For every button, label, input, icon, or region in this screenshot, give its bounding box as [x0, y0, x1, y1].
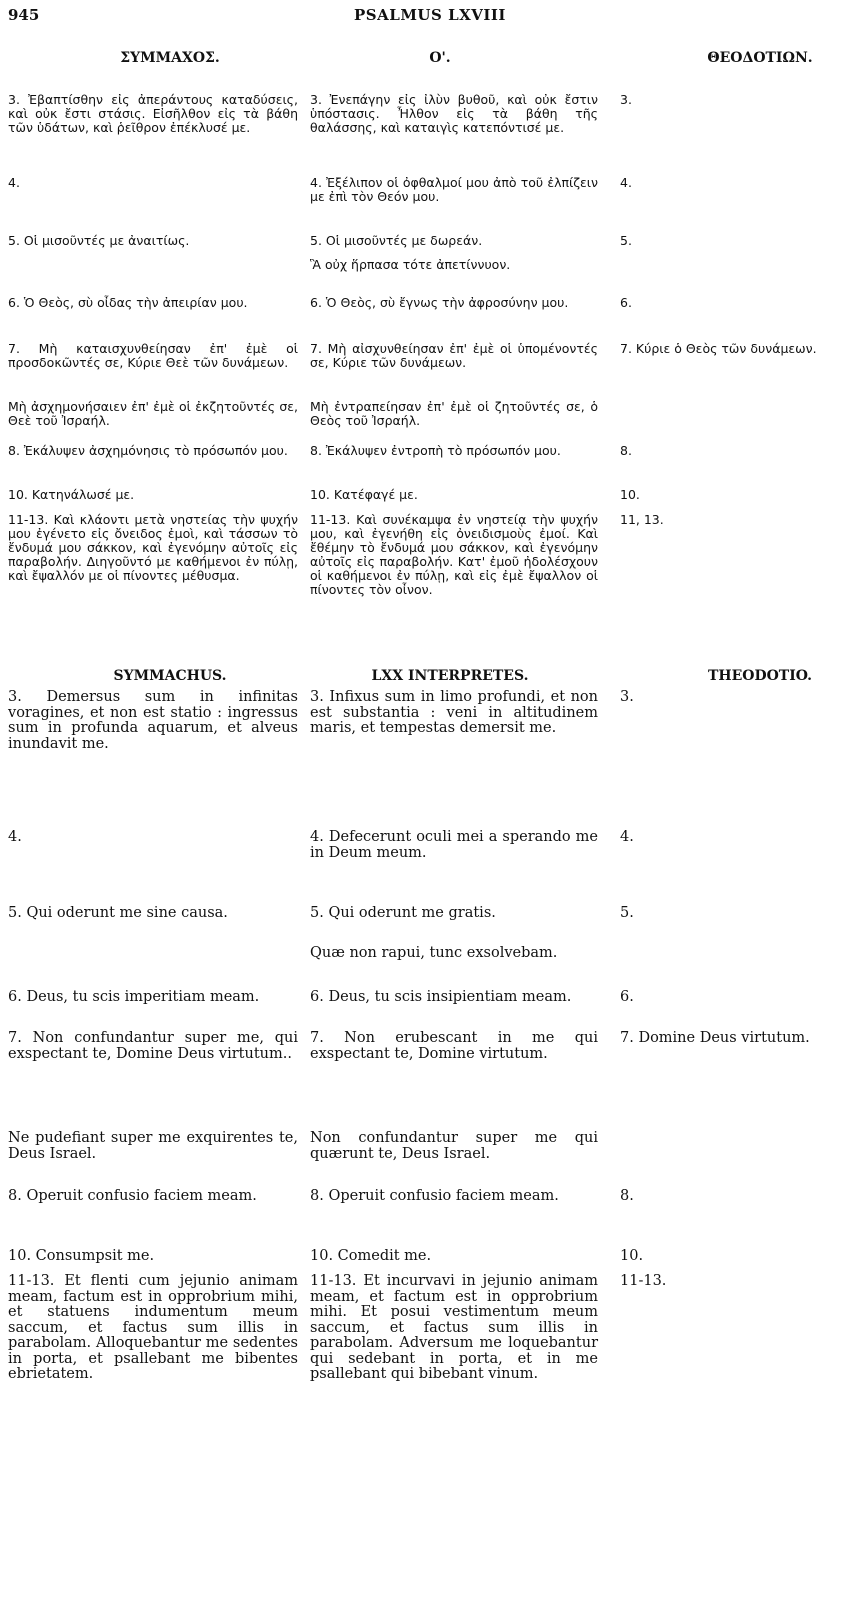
greek-lxx-verse-5: 5. Οἱ μισοῦντές με δωρεάν. — [310, 233, 483, 248]
latin-heading-theodotion: THEODOTIO. — [707, 668, 813, 684]
greek-symmachus-verse-5: 5. Οἱ μισοῦντές με ἀναιτίως. — [8, 233, 190, 248]
page-number: 945 — [8, 6, 40, 24]
latin-theodotion-verse-11-13: 11-13. — [620, 1273, 667, 1289]
latin-theodotion-verse-4: 4. — [620, 829, 634, 845]
latin-lxx-verse-7: 7. Non erubescant in me qui exspectant te, Domine virtutum. — [310, 1030, 598, 1062]
latin-symmachus-verse-11-13: 11-13. Et flenti cum jejunio animam meam, factum est in opprobrium mihi, et statuens indumentum meum saccum, et factus sum illis in parabolam. Alloquebantur me sedentes in porta, et psallebant me bibentes ebrietatem. — [8, 1273, 298, 1382]
greek-symmachus-verse-11-13: 11-13. Καὶ κλάοντι μετὰ νηστείας τὴν ψυχήν μου ἐγένετο εἰς ὄνειδος ἐμοὶ, καὶ τάσσων τὸ ἔνδυμά μου σάκκον, καὶ ἐγενόμην αὐτοῖς εἰς παραβολήν. Διηγοῦντό με καθήμενοι ἐν πύλῃ, καὶ ἔψαλλόν με οἱ πίνοντες μέθυσμα. — [8, 512, 298, 583]
greek-symmachus-verse-4: 4. — [8, 175, 20, 190]
latin-theodotion-verse-10: 10. — [620, 1248, 644, 1264]
latin-heading-symmachus: SYMMACHUS. — [113, 668, 227, 684]
latin-symmachus-verse-7b: Ne pudefiant super me exquirentes te, Deus Israel. — [8, 1130, 298, 1162]
greek-theodotion-verse-7: 7. Κύριε ὁ Θεὸς τῶν δυνάμεων. — [620, 341, 817, 356]
greek-lxx-verse-5b: Ἃ οὐχ ἥρπασα τότε ἀπετίννυον. — [310, 257, 511, 272]
latin-symmachus-verse-6: 6. Deus, tu scis imperitiam meam. — [8, 989, 260, 1005]
latin-lxx-verse-10: 10. Comedit me. — [310, 1248, 432, 1264]
greek-symmachus-verse-10: 10. Κατηνάλωσέ με. — [8, 487, 135, 502]
greek-theodotion-verse-8: 8. — [620, 443, 632, 458]
latin-symmachus-verse-8: 8. Operuit confusio faciem meam. — [8, 1188, 257, 1204]
latin-lxx-verse-7b: Non confundantur super me qui quærunt te, Deus Israel. — [310, 1130, 598, 1162]
latin-symmachus-verse-4: 4. — [8, 829, 22, 845]
greek-theodotion-verse-11-13: 11, 13. — [620, 512, 664, 527]
greek-symmachus-verse-7b: Μὴ ἀσχημονήσαιεν ἐπ' ἐμὲ οἱ ἐκζητοῦντές σε, Θεὲ τοῦ Ἰσραήλ. — [8, 399, 298, 428]
latin-theodotion-verse-5: 5. — [620, 905, 634, 921]
greek-heading-theodotion: ΘΕΟΔΟΤΙΩΝ. — [707, 50, 813, 66]
latin-lxx-verse-8: 8. Operuit confusio faciem meam. — [310, 1188, 559, 1204]
greek-symmachus-verse-7: 7. Μὴ καταισχυνθείησαν ἐπ' ἐμὲ οἱ προσδοκῶντές σε, Κύριε Θεὲ τῶν δυνάμεων. — [8, 341, 298, 370]
greek-theodotion-verse-6: 6. — [620, 295, 632, 310]
latin-lxx-verse-11-13: 11-13. Et incurvavi in jejunio animam meam, et factum est in opprobrium mihi. Et posui vestimentum meum saccum, et factus sum illis in parabolam. Adversum me loquebantur qui sedebant in porta, et in me psallebant qui bibebant vinum. — [310, 1273, 598, 1382]
greek-theodotion-verse-5: 5. — [620, 233, 632, 248]
greek-symmachus-verse-6: 6. Ὁ Θεὸς, σὺ οἶδας τὴν ἀπειρίαν μου. — [8, 295, 248, 310]
latin-theodotion-verse-3: 3. — [620, 689, 634, 705]
latin-lxx-verse-6: 6. Deus, tu scis insipientiam meam. — [310, 989, 572, 1005]
greek-theodotion-verse-3: 3. — [620, 92, 632, 107]
greek-lxx-verse-6: 6. Ὁ Θεὸς, σὺ ἔγνως τὴν ἀφροσύνην μου. — [310, 295, 569, 310]
latin-theodotion-verse-6: 6. — [620, 989, 634, 1005]
running-title: PSALMUS LXVIII — [354, 6, 506, 24]
latin-lxx-verse-5b: Quæ non rapui, tunc exsolvebam. — [310, 945, 558, 961]
greek-theodotion-verse-10: 10. — [620, 487, 640, 502]
latin-lxx-verse-3: 3. Infixus sum in limo profundi, et non est substantia : veni in altitudinem maris, et tempestas demersit me. — [310, 689, 598, 736]
greek-heading-symmachus: ΣΥΜΜΑΧΟΣ. — [120, 50, 220, 66]
greek-heading-lxx: Ο'. — [429, 50, 451, 66]
latin-theodotion-verse-8: 8. — [620, 1188, 634, 1204]
greek-lxx-verse-7b: Μὴ ἐντραπείησαν ἐπ' ἐμὲ οἱ ζητοῦντές σε, ὁ Θεὸς τοῦ Ἰσραήλ. — [310, 399, 598, 428]
latin-lxx-verse-4: 4. Defecerunt oculi mei a sperando me in Deum meum. — [310, 829, 598, 861]
latin-symmachus-verse-3: 3. Demersus sum in infinitas voragines, et non est statio : ingressus sum in profunda aquarum, et alveus inundavit me. — [8, 689, 298, 752]
greek-lxx-verse-8: 8. Ἐκάλυψεν ἐντροπὴ τὸ πρόσωπόν μου. — [310, 443, 561, 458]
latin-heading-lxx: LXX INTERPRETES. — [371, 668, 529, 684]
greek-symmachus-verse-8: 8. Ἐκάλυψεν ἀσχημόνησις τὸ πρόσωπόν μου. — [8, 443, 288, 458]
greek-theodotion-verse-4: 4. — [620, 175, 632, 190]
latin-symmachus-verse-10: 10. Consumpsit me. — [8, 1248, 155, 1264]
latin-theodotion-verse-7: 7. Domine Deus virtutum. — [620, 1030, 810, 1046]
greek-lxx-verse-7: 7. Μὴ αἰσχυνθείησαν ἐπ' ἐμὲ οἱ ὑπομένοντές σε, Κύριε τῶν δυνάμεων. — [310, 341, 598, 370]
greek-lxx-verse-3: 3. Ἐνεπάγην εἰς ἰλὺν βυθοῦ, καὶ οὐκ ἔστιν ὑπόστασις. Ἦλθον εἰς τὰ βάθη τῆς θαλάσσης, καὶ καταιγὶς κατεπόντισέ με. — [310, 92, 598, 135]
greek-symmachus-verse-3: 3. Ἐβαπτίσθην εἰς ἀπεράντους καταδύσεις, καὶ οὐκ ἔστι στάσις. Εἰσῆλθον εἰς τὰ βάθη τῶν ὑδάτων, καὶ ῥεῖθρον ἐπέκλυσέ με. — [8, 92, 298, 135]
greek-lxx-verse-10: 10. Κατέφαγέ με. — [310, 487, 418, 502]
greek-lxx-verse-11-13: 11-13. Καὶ συνέκαμψα ἐν νηστείᾳ τὴν ψυχήν μου, καὶ ἐγενήθη εἰς ὀνειδισμοὺς ἐμοί. Καὶ ἔθέμην τὸ ἔνδυμά μου σάκκον, καὶ ἐγενόμην αὐτοῖς εἰς παραβολήν. Κατ' ἐμοῦ ἠδολέσχουν οἱ καθήμενοι ἐν πύλῃ, καὶ εἰς ἐμὲ ἔψαλλον οἱ πίνοντες τὸν οἶνον. — [310, 512, 598, 597]
latin-lxx-verse-5: 5. Qui oderunt me gratis. — [310, 905, 496, 921]
latin-symmachus-verse-5: 5. Qui oderunt me sine causa. — [8, 905, 228, 921]
greek-lxx-verse-4: 4. Ἐξέλιπον οἱ ὀφθαλμοί μου ἀπὸ τοῦ ἐλπίζειν με ἐπὶ τὸν Θεόν μου. — [310, 175, 598, 204]
latin-symmachus-verse-7: 7. Non confundantur super me, qui exspectant te, Domine Deus virtutum.. — [8, 1030, 298, 1062]
